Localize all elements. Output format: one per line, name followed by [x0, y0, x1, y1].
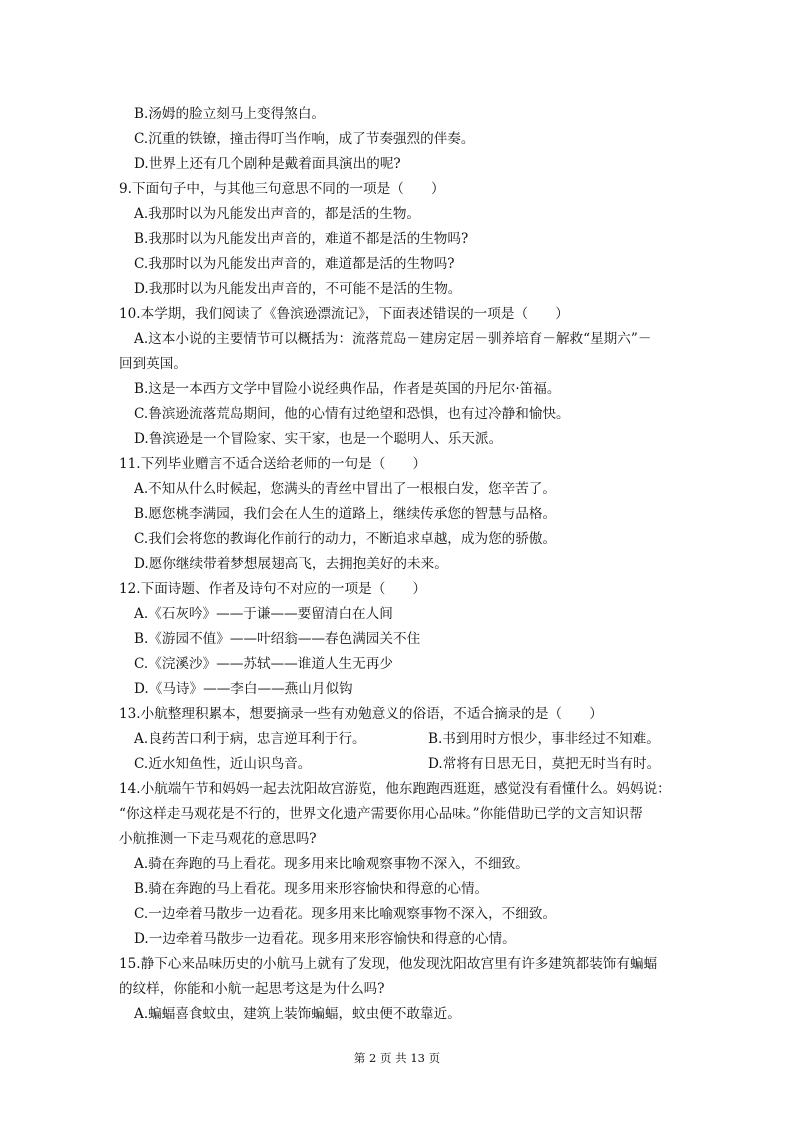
q10-option-d: D.鲁滨逊是一个冒险家、实干家，也是一个聪明人、乐天派。: [134, 431, 503, 447]
question-14: 14.小航端午节和妈妈一起去沈阳故宫游览，他东跑跑西逛逛，感觉没有看懂什么。妈妈说：: [119, 781, 671, 797]
q8-option-d: D.世界上还有几个剧种是戴着面具演出的呢?: [134, 156, 401, 172]
q13-option-c: C.近水知鱼性，近山识鸟音。: [134, 756, 312, 772]
question-9: 9.下面句子中，与其他三句意思不同的一项是（ ）: [119, 181, 445, 197]
page-number-footer: 第 2 页 共 13 页: [353, 1051, 441, 1065]
question-15: 15.静下心来品味历史的小航马上就有了发现，他发现沈阳故宫里有许多建筑都装饰有蝙蝠: [119, 956, 658, 972]
q12-option-a: A.《石灰吟》——于谦——要留清白在人间: [134, 606, 393, 622]
q9-option-c: C.我那时以为凡能发出声音的，难道都是活的生物吗?: [134, 256, 455, 272]
q10-option-c: C.鲁滨逊流落荒岛期间，他的心情有过绝望和恐惧，也有过冷静和愉快。: [134, 406, 570, 422]
q11-option-b: B.愿您桃李满园，我们会在人生的道路上，继续传承您的智慧与品格。: [134, 506, 557, 522]
q14-option-d: D.一边牵着马散步一边看花。现多用来形容愉快和得意的心情。: [134, 931, 516, 947]
q10-option-a: A.这本小说的主要情节可以概括为：流落荒岛－建房定居－驯养培育－解救“星期六”－: [134, 331, 652, 347]
q9-option-d: D.我那时以为凡能发出声音的，不可能不是活的生物。: [134, 281, 462, 297]
q11-option-c: C.我们会将您的教诲化作前行的动力，不断追求卓越，成为您的骄傲。: [134, 531, 557, 547]
q8-option-c: C.沉重的铁镣，撞击得叮当作响，成了节奏强烈的伴奏。: [134, 131, 475, 147]
q15-option-a: A.蝙蝠喜食蚊虫，建筑上装饰蝙蝠，蚊虫便不敢靠近。: [134, 1006, 461, 1022]
q12-option-d: D.《马诗》——李白——燕山月似钩: [134, 681, 353, 697]
question-14-cont-1: “你这样走马观花是不行的，世界文化遗产需要你用心品味。”你能借助已学的文言知识帮: [119, 806, 643, 822]
q12-option-b: B.《游园不值》——叶绍翁——春色满园关不住: [134, 631, 421, 647]
q8-option-b: B.汤姆的脸立刻马上变得煞白。: [134, 106, 326, 122]
q13-option-a: A.良药苦口利于病，忠言逆耳利于行。: [134, 731, 366, 747]
q13-option-d: D.常将有日思无日，莫把无时当有时。: [428, 756, 661, 772]
q9-option-a: A.我那时以为凡能发出声音的，都是活的生物。: [134, 206, 421, 222]
q10-option-a-cont: 回到英国。: [119, 356, 187, 372]
question-11: 11.下列毕业赠言不适合送给老师的一句是（ ）: [119, 456, 427, 472]
q11-option-d: D.愿你继续带着梦想展翅高飞，去拥抱美好的未来。: [134, 556, 448, 572]
question-12: 12.下面诗题、作者及诗句不对应的一项是（ ）: [119, 581, 427, 597]
q11-option-a: A.不知从什么时候起，您满头的青丝中冒出了一根根白发，您辛苦了。: [134, 481, 556, 497]
question-14-cont-2: 小航推测一下走马观花的意思吗?: [119, 831, 317, 847]
q9-option-b: B.我那时以为凡能发出声音的，难道不都是活的生物吗?: [134, 231, 469, 247]
q14-option-b: B.骑在奔跑的马上看花。现多用来形容愉快和得意的心情。: [134, 881, 489, 897]
question-10: 10.本学期，我们阅读了《鲁滨逊漂流记》，下面表述错误的一项是（ ）: [119, 306, 569, 322]
q12-option-c: C.《浣溪沙》——苏轼——谁道人生无再少: [134, 656, 393, 672]
q13-option-b: B.书到用时方恨少，事非经过不知难。: [428, 731, 660, 747]
q14-option-a: A.骑在奔跑的马上看花。现多用来比喻观察事物不深入，不细致。: [134, 856, 529, 872]
question-13: 13.小航整理积累本，想要摘录一些有劝勉意义的俗语，不适合摘录的是（ ）: [119, 706, 603, 722]
q14-option-c: C.一边牵着马散步一边看花。现多用来比喻观察事物不深入，不细致。: [134, 906, 557, 922]
q10-option-b: B.这是一本西方文学中冒险小说经典作品，作者是英国的丹尼尔·笛福。: [134, 381, 561, 397]
question-15-cont: 的纹样，你能和小航一起思考这是为什么吗?: [119, 981, 385, 997]
